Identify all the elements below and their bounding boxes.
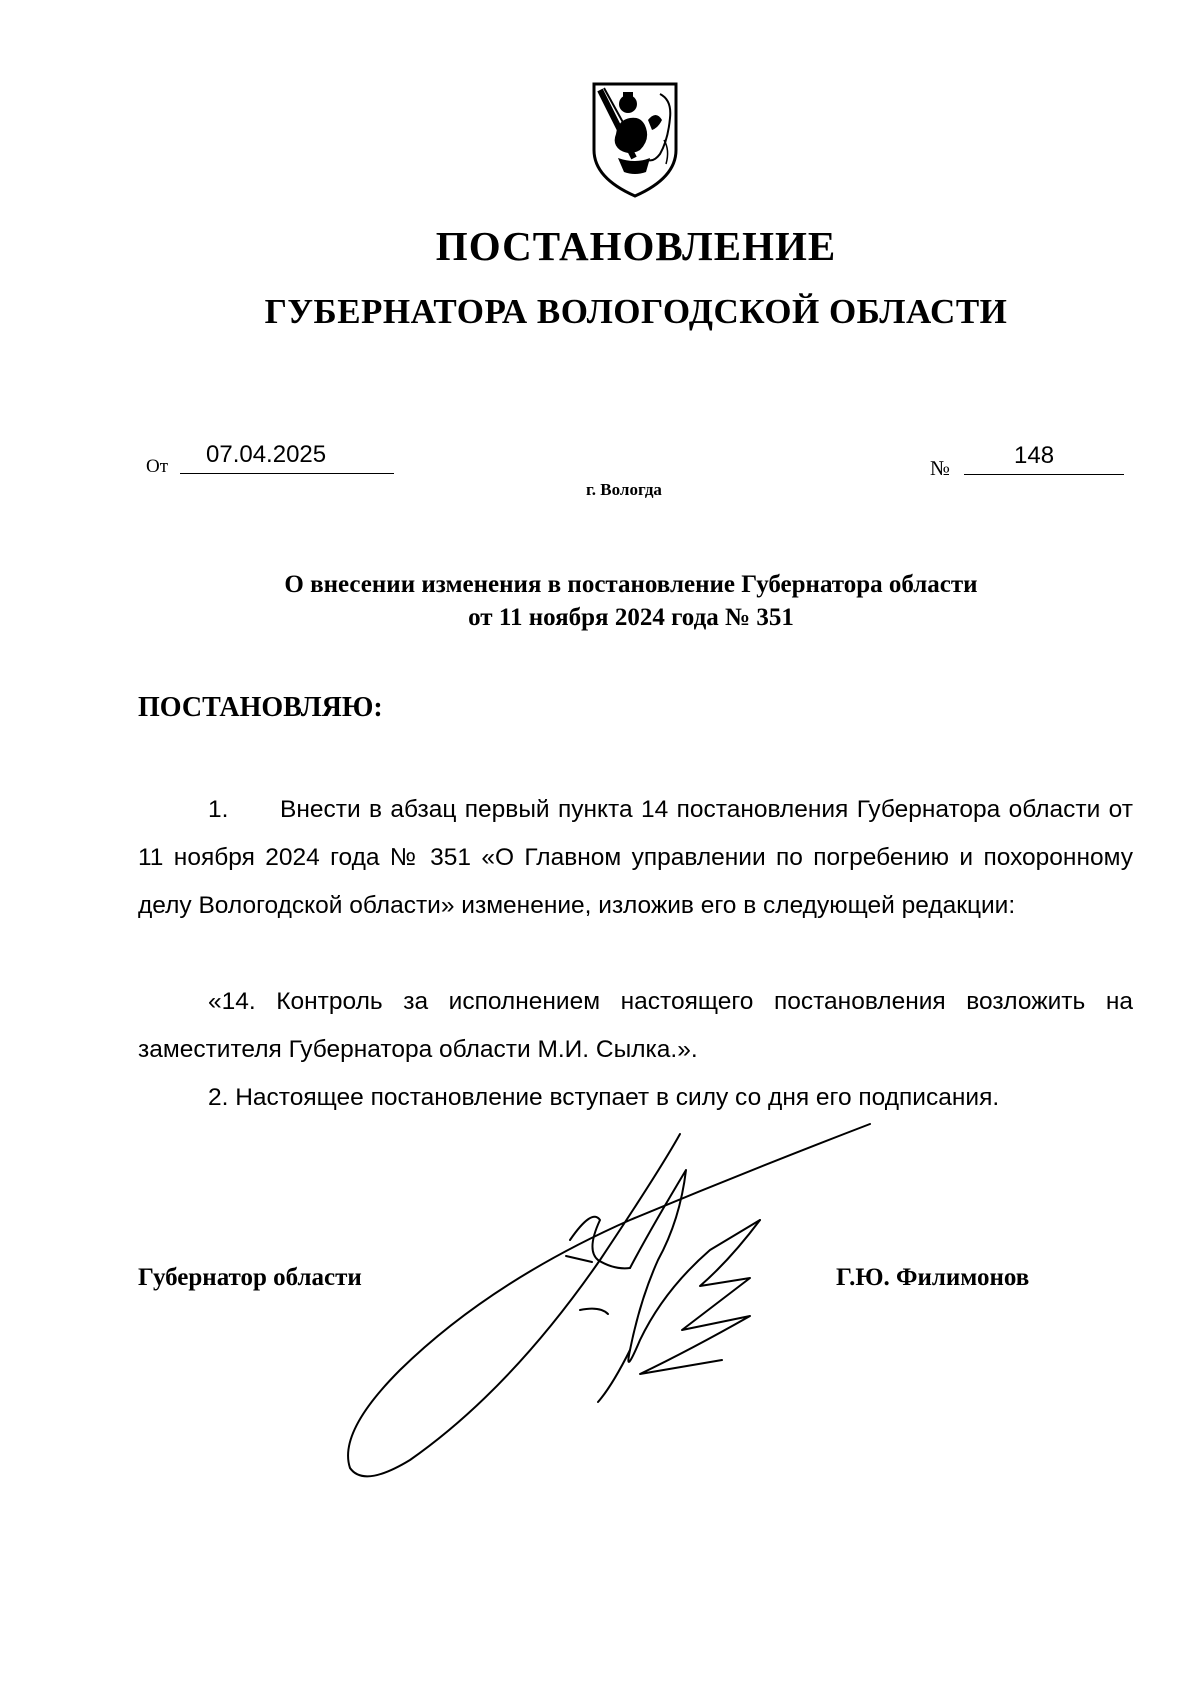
- paragraph-1: [138, 786, 1133, 930]
- decree-heading: ПОСТАНОВЛЯЮ:: [138, 692, 383, 723]
- document-date: 07.04.2025: [206, 441, 327, 468]
- number-label: №: [930, 456, 951, 480]
- document-title: ПОСТАНОВЛЕНИЕ: [435, 223, 837, 269]
- date-label: От: [146, 456, 169, 477]
- document-subtitle: ГУБЕРНАТОРА ВОЛОГОДСКОЙ ОБЛАСТИ: [264, 292, 1008, 331]
- document-number: 148: [1014, 442, 1055, 469]
- subject-line-1: О внесении изменения в постановление Губернатора области: [284, 571, 978, 598]
- number-field: [964, 442, 1124, 475]
- document-subject: [0, 568, 1200, 634]
- city-label: г. Вологда: [586, 480, 662, 499]
- subject-line-2: от 11 ноября 2024 года № 351: [468, 604, 794, 631]
- date-field: [180, 441, 394, 474]
- paragraph-1-number: 1.: [208, 796, 229, 823]
- signatory-name: Г.Ю. Филимонов: [836, 1264, 1030, 1291]
- signatory-title: Губернатор области: [138, 1264, 362, 1291]
- paragraph-3: 2. Настоящее постановление вступает в силу со дня его подписания.: [208, 1084, 1000, 1111]
- paragraph-1-text: Внести в абзац первый пункта 14 постановления Губернатора области от 11 ноября 2024 года № 351 «О Главном управлении по погребению и похоронному делу Вологодской области» изменение, изложив его в следующей редакции:: [138, 796, 1133, 919]
- coat-of-arms-icon: [590, 80, 680, 200]
- paragraph-2: «14. Контроль за исполнением настоящего постановления возложить на заместителя Губернатора области М.И. Сылка.».: [138, 988, 1133, 1063]
- signature-image: [330, 1110, 890, 1510]
